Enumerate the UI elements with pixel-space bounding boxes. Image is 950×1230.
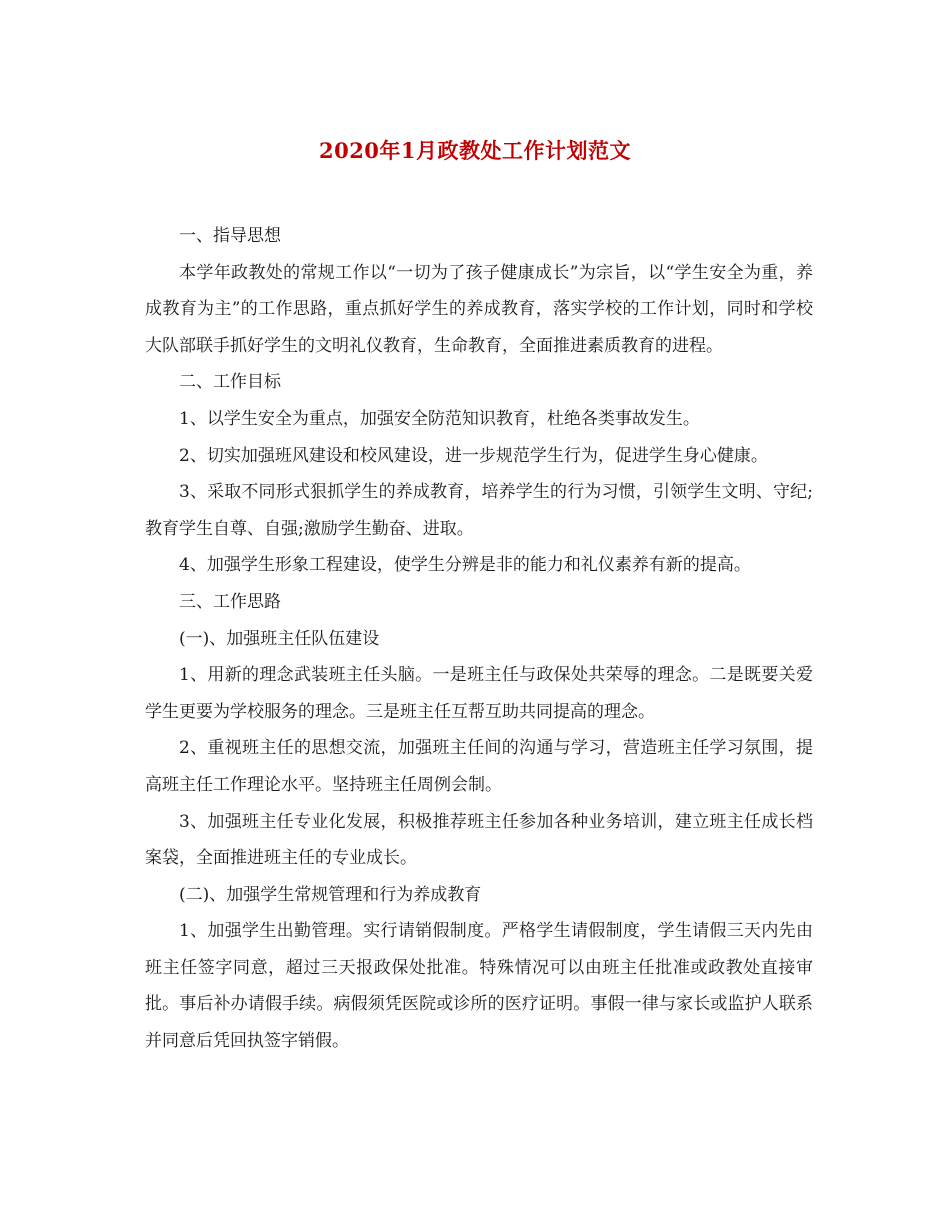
paragraph-guiding-thought: 本学年政教处的常规工作以“一切为了孩子健康成长”为宗旨，以“学生安全为重，养成教育为主”的工作思路，重点抓好学生的养成教育，落实学校的工作计划，同时和学校大队部联手抓好学生的文明礼仪教育，生命教育，全面推进素质教育的进程。 bbox=[145, 262, 813, 356]
approach-item-3: 3、加强班主任专业化发展，积极推荐班主任参加各种业务培训，建立班主任成长档案袋，全面推进班主任的专业成长。 bbox=[145, 811, 813, 869]
approach-item-1: 1、用新的理念武装班主任头脑。一是班主任与政保处共荣辱的理念。二是既要关爱学生更要为学校服务的理念。三是班主任互帮互助共同提高的理念。 bbox=[145, 665, 813, 722]
management-item-1: 1、加强学生出勤管理。实行请销假制度。严格学生请假制度，学生请假三天内先由班主任签字同意，超过三天报政保处批准。特殊情况可以由班主任批准或政教处直接审批。事后补办请假手续。病假须凭医院或诊所的医疗证明。事假一律与家长或监护人联系并同意后凭回执签字销假。 bbox=[145, 921, 813, 1052]
heading-work-goals: 二、工作目标 bbox=[179, 372, 281, 393]
approach-item-2: 2、重视班主任的思想交流，加强班主任间的沟通与学习，营造班主任学习氛围，提高班主任工作理论水平。坚持班主任周例会制。 bbox=[145, 738, 813, 795]
goal-item-2: 2、切实加强班风建设和校风建设，进一步规范学生行为，促进学生身心健康。 bbox=[179, 445, 768, 466]
document-title: 2020年1月政教处工作计划范文 bbox=[318, 138, 632, 163]
goal-item-1: 1、以学生安全为重点，加强安全防范知识教育，杜绝各类事故发生。 bbox=[179, 408, 700, 429]
subheading-class-teacher: (一)、加强班主任队伍建设 bbox=[179, 628, 380, 649]
heading-work-approach: 三、工作思路 bbox=[179, 591, 281, 612]
goal-item-4: 4、加强学生形象工程建设，使学生分辨是非的能力和礼仪素养有新的提高。 bbox=[179, 555, 751, 576]
goal-item-3: 3、采取不同形式狠抓学生的养成教育，培养学生的行为习惯，引领学生文明、守纪;教育学生自尊、自强;激励学生勤奋、进取。 bbox=[145, 482, 813, 539]
heading-guiding-thought: 一、指导思想 bbox=[179, 226, 281, 246]
document-body bbox=[145, 218, 813, 1060]
subheading-student-management: (二)、加强学生常规管理和行为养成教育 bbox=[179, 884, 482, 905]
